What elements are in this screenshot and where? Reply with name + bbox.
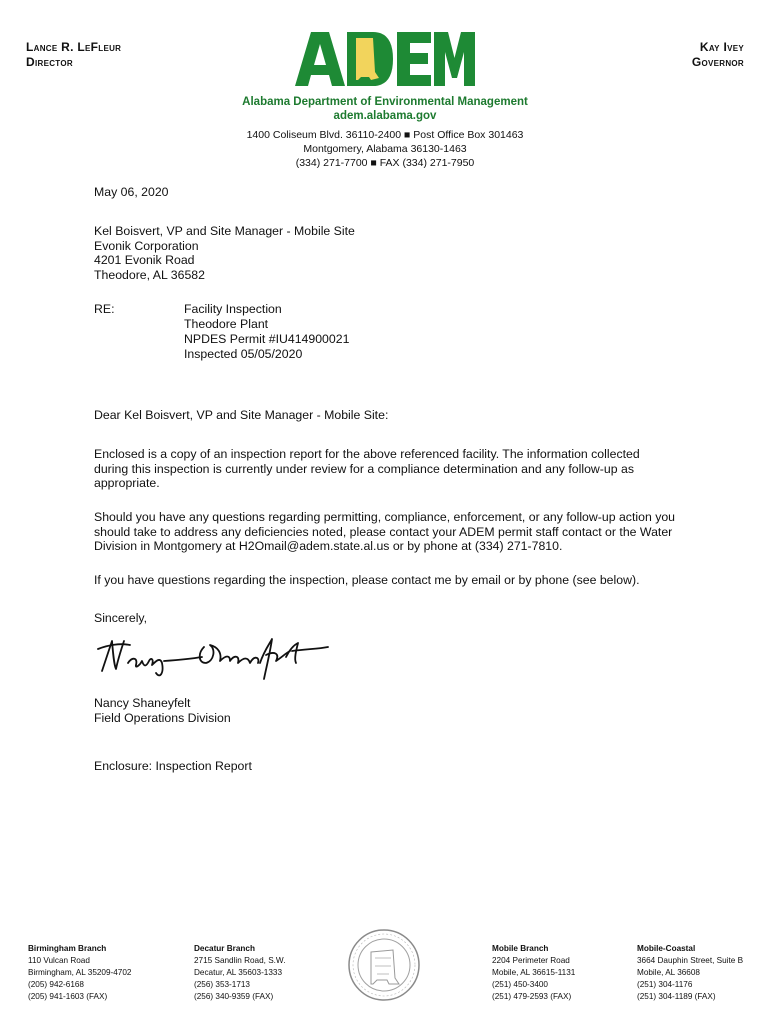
branch-line: Decatur, AL 35603-1333 (194, 968, 283, 977)
enclosure-note: Enclosure: Inspection Report (94, 759, 252, 773)
re-line: Theodore Plant (184, 317, 269, 331)
branch-line: 110 Vulcan Road (28, 956, 90, 965)
governor-name: Kay Ivey (699, 40, 744, 54)
re-line: Facility Inspection (184, 302, 282, 316)
seal-graphic (347, 928, 421, 1002)
branch-line: (205) 941-1603 (FAX) (28, 992, 108, 1001)
adem-logo (295, 30, 475, 88)
branch-line: (205) 942-6168 (28, 980, 84, 989)
branch-line: 2204 Perimeter Road (492, 956, 570, 965)
salutation: Dear Kel Boisvert, VP and Site Manager - Mobile Site: (94, 408, 389, 422)
adem-logo-graphic (295, 30, 475, 88)
branch-line: 2715 Sandlin Road, S.W. (194, 956, 286, 965)
branch-line: (251) 479-2593 (FAX) (492, 992, 572, 1001)
director-title: Director (26, 55, 73, 69)
recipient-line: Kel Boisvert, VP and Site Manager - Mobile Site (94, 224, 355, 238)
director-name: Lance R. LeFleur (26, 40, 122, 54)
branch-mobile-coastal (637, 943, 743, 1003)
director-block (26, 40, 121, 70)
body-paragraph (94, 447, 669, 491)
body-paragraph (94, 573, 694, 588)
branch-mobile (492, 943, 575, 1003)
signature-graphic (94, 633, 334, 683)
closing: Sincerely, (94, 611, 148, 625)
branch-line: Mobile, AL 36608 (637, 968, 700, 977)
branch-line: Mobile, AL 36615-1131 (492, 968, 576, 977)
re-block (184, 302, 349, 362)
branch-line: (251) 304-1176 (637, 980, 693, 989)
letter-date: May 06, 2020 (94, 185, 169, 199)
recipient-line: 4201 Evonik Road (94, 253, 195, 268)
address-line-1: 1400 Coliseum Blvd. 36110-2400 ■ Post Office Box 301463 (246, 129, 524, 141)
re-label: RE: (94, 302, 115, 316)
branch-line: (256) 340-9359 (FAX) (194, 992, 274, 1001)
re-line: Inspected 05/05/2020 (184, 347, 303, 361)
branch-name: Decatur Branch (194, 944, 255, 953)
signer-division: Field Operations Division (94, 710, 231, 725)
branch-name: Mobile Branch (492, 944, 549, 953)
branch-line: (251) 304-1189 (FAX) (637, 992, 716, 1001)
recipient-block (94, 224, 355, 282)
branch-line: Birmingham, AL 35209-4702 (28, 968, 132, 977)
paragraph-text: If you have questions regarding the inspection, please contact me by email or by phone (see below). (94, 573, 640, 587)
agency-name: Alabama Department of Environmental Management (242, 96, 528, 108)
branch-name: Birmingham Branch (28, 944, 107, 953)
branch-decatur (194, 943, 286, 1003)
signer-block (94, 696, 231, 725)
recipient-line: Theodore, AL 36582 (94, 267, 205, 282)
branch-name: Mobile-Coastal (637, 944, 696, 953)
paragraph-text: Should you have any questions regarding permitting, compliance, enforcement, or any follow-up action you should take to address any deficiencies noted, please contact your ADEM permit staff contact or the Water Division in Montgomery at H2Omail@adem.state.al.us or by phone at (334) 271-7810. (94, 510, 676, 554)
state-seal (347, 928, 421, 1002)
paragraph-text: Enclosed is a copy of an inspection report for the above referenced facility. The information collected during this inspection is currently under review for a compliance determination and any follow-up as appropriate. (94, 447, 640, 491)
address-line-2: Montgomery, Alabama 36130-1463 (303, 143, 467, 155)
branch-line: (256) 353-1713 (194, 980, 250, 989)
governor-block (692, 40, 744, 70)
branch-birmingham (28, 943, 131, 1003)
branch-line: (251) 450-3400 (492, 980, 548, 989)
body-paragraph (94, 510, 684, 554)
recipient-line: Evonik Corporation (94, 238, 199, 253)
signer-name: Nancy Shaneyfelt (94, 696, 191, 710)
handwritten-signature (94, 633, 334, 683)
re-line: NPDES Permit #IU414900021 (184, 332, 350, 346)
branch-line: 3664 Dauphin Street, Suite B (637, 956, 744, 965)
address-line-3: (334) 271-7700 ■ FAX (334) 271-7950 (295, 157, 475, 169)
agency-website: adem.alabama.gov (333, 110, 437, 122)
governor-title: Governor (691, 55, 744, 69)
